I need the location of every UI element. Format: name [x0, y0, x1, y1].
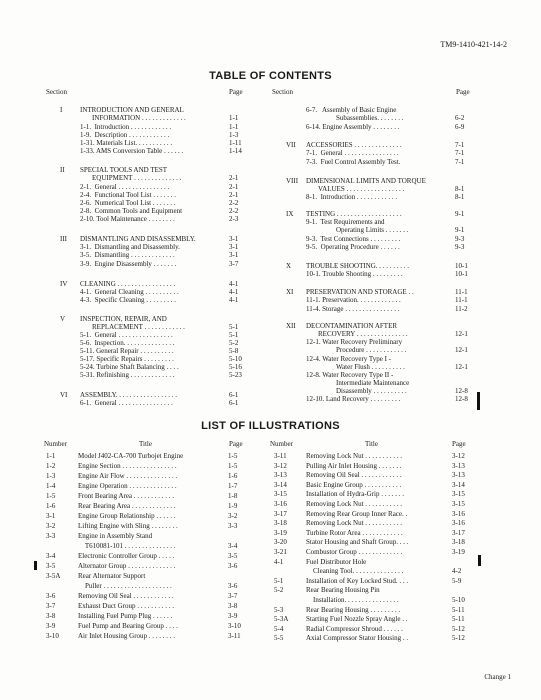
- toc-entry-page: 7-1: [455, 158, 465, 166]
- figure-number: 5-5: [274, 634, 284, 643]
- figure-page: 3-6: [228, 582, 238, 590]
- toc-entry-page: 5-1: [229, 331, 239, 339]
- loi-title: LIST OF ILLUSTRATIONS: [201, 420, 340, 432]
- toc-entry-title: INTRODUCTION AND GENERAL: [80, 106, 184, 114]
- toc-entry-title: 1-1. Introduction . . . . . . . . . . . .: [80, 123, 172, 131]
- figure-number: 5-1: [274, 576, 284, 585]
- toc-entry-title: 11-4. Storage . . . . . . . . . . . . . . . .: [306, 305, 400, 313]
- figure-number: 1-1: [46, 452, 56, 460]
- toc-entry-page: 4-1: [229, 280, 239, 288]
- toc-entry-title: INSPECTION, REPAIR, AND: [80, 315, 167, 323]
- figure-number: 3-6: [46, 592, 56, 600]
- figure-title: Lifting Engine with Sling . . . . . . . .: [78, 522, 178, 530]
- figure-number: 3-21: [274, 548, 287, 556]
- toc-entry-title: Subassemblies. . . . . . . .: [336, 114, 404, 122]
- loi-page-header-left: Page: [229, 440, 243, 448]
- figure-page: 1-7: [228, 482, 238, 490]
- figure-number: 3-2: [46, 522, 56, 530]
- toc-entry-page: 2-1: [229, 191, 239, 199]
- toc-section-header-right: Section: [272, 88, 293, 96]
- toc-entry-title: 6-1. General . . . . . . . . . . . . . . . .: [80, 399, 173, 407]
- toc-entry-title: ASSEMBLY. . . . . . . . . . . . . . . . . .: [80, 391, 177, 399]
- figure-page: 3-15: [452, 490, 465, 499]
- toc-entry-title: RECOVERY . . . . . . . . . . . . . . .: [318, 330, 408, 338]
- toc-entry-title: DISMANTLING AND DISASSEMBLY.: [80, 235, 196, 243]
- toc-entry-page: 12-8: [455, 387, 468, 395]
- toc-entry-page: 12-8: [455, 395, 468, 403]
- figure-title: Stator Housing and Shaft Group. . . .: [306, 538, 409, 547]
- toc-entry-page: 10-1: [455, 262, 468, 270]
- toc-entry-title: 6-7. Assembly of Basic Engine: [306, 106, 397, 114]
- figure-page: 3-6: [228, 562, 238, 570]
- figure-page: 3-4: [228, 542, 238, 550]
- figure-title: Removing Rear Group Inner Race. .: [306, 509, 408, 518]
- figure-page: 3-7: [228, 592, 238, 600]
- toc-section-header-left: Section: [46, 88, 67, 96]
- figure-number: 3-1: [46, 512, 56, 520]
- figure-title: T610081-101 . . . . . . . . . . . . . . .: [78, 542, 176, 550]
- toc-entry-title: 11-1. Preservation. . . . . . . . . . . . .: [306, 296, 401, 304]
- figure-title: Installation. . . . . . . . . . . . . . . .: [306, 596, 399, 604]
- figure-number: 5-3: [274, 605, 284, 614]
- loi-number-header-right: Number: [270, 440, 293, 448]
- figure-page: 3-9: [228, 612, 238, 620]
- toc-entry-page: 2-2: [229, 199, 239, 207]
- toc-entry-title: 2-6. Numerical Tool List . . . . . . .: [80, 199, 176, 207]
- toc-entry-page: 5-2: [229, 339, 239, 347]
- toc-entry-title: SPECIAL TOOLS AND TEST: [80, 166, 168, 174]
- change-bar: [477, 392, 480, 410]
- toc-entry-title: 3-1. Dismantling and Disassembly.: [80, 243, 180, 251]
- toc-entry-page: 11-1: [455, 288, 468, 296]
- toc-entry-page: 1-1: [229, 123, 239, 131]
- toc-entry-title: 7-1. General . . . . . . . . . . . . . . . .: [306, 149, 399, 157]
- toc-entry-page: 10-1: [455, 270, 468, 278]
- figure-page: 5-12: [452, 634, 465, 643]
- toc-entry-title: DECONTAMINATION AFTER: [306, 322, 398, 330]
- figure-number: 3-15: [274, 490, 287, 499]
- toc-entry-page: 5-23: [229, 371, 242, 379]
- figure-page: 5-10: [452, 596, 465, 604]
- figure-number: 3-13: [274, 471, 287, 480]
- section-number: XI: [286, 288, 294, 296]
- figure-page: 1-9: [228, 502, 238, 510]
- figure-number: 5-3A: [274, 615, 289, 624]
- change-notice: Change 1: [484, 673, 511, 681]
- toc-entry-title: 5-11. General Repair . . . . . . . . . .: [80, 347, 174, 355]
- figure-title: Removing Oil Seal . . . . . . . . . . . .: [306, 471, 402, 480]
- toc-entry-page: 3-1: [229, 243, 239, 251]
- figure-page: 5-11: [452, 605, 465, 614]
- toc-entry-page: 2-3: [229, 215, 239, 223]
- figure-number: 3-5A: [46, 572, 61, 580]
- section-number: IX: [286, 210, 294, 218]
- figure-page: 3-10: [228, 622, 241, 630]
- figure-title: Rear Bearing Housing . . . . . . . . .: [306, 605, 401, 614]
- toc-entry-title: 5-17. Specific Repairs . . . . . . . . .: [80, 355, 174, 363]
- figure-page: 3-16: [452, 509, 465, 518]
- toc-entry-page: 5-10: [229, 355, 242, 363]
- figure-page: 3-19: [452, 548, 465, 556]
- figure-number: 3-3: [46, 532, 56, 540]
- toc-entry-page: 1-11: [229, 139, 242, 147]
- figure-title: Engine Air Flow . . . . . . . . . . . . . . .: [78, 472, 178, 480]
- figure-page: 3-2: [228, 512, 238, 520]
- toc-entry-page: 12-1: [455, 330, 468, 338]
- toc-entry-title: 9-1. Test Requirements and: [306, 218, 385, 226]
- figure-number: 3-4: [46, 552, 56, 560]
- toc-entry-page: 7-1: [455, 141, 465, 149]
- figure-page: 3-16: [452, 519, 465, 528]
- toc-entry-title: REPLACEMENT . . . . . . . . . . . .: [92, 323, 185, 331]
- toc-entry-page: 9-3: [455, 235, 465, 243]
- figure-number: 3-20: [274, 538, 287, 547]
- figure-title: Alternator Group . . . . . . . . . . . . . .: [78, 562, 176, 570]
- toc-entry-title: 12-4. Water Recovery Type I -: [306, 355, 391, 363]
- toc-entry-title: 3-9. Engine Disassembly . . . . . . .: [80, 260, 177, 268]
- change-bar: [34, 561, 37, 570]
- figure-title: Radial Compressor Shroud . . . . . .: [306, 624, 403, 633]
- toc-entry-page: 2-1: [229, 183, 239, 191]
- toc-entry-title: INFORMATION . . . . . . . . . . . . .: [92, 114, 188, 122]
- figure-number: 1-4: [46, 482, 56, 490]
- figure-title: Starting Fuel Nozzle Spray Angle . .: [306, 615, 408, 624]
- figure-page: 3-17: [452, 528, 465, 537]
- figure-page: 3-5: [228, 552, 238, 560]
- toc-entry-page: 9-3: [455, 243, 465, 251]
- figure-title: Removing Lock Nut . . . . . . . . . . .: [306, 500, 403, 508]
- toc-entry-title: TROUBLE SHOOTING. . . . . . . . . .: [306, 262, 410, 270]
- toc-entry-page: 5-1: [229, 323, 239, 331]
- figure-number: 5-4: [274, 624, 284, 633]
- figure-page: 1-5: [228, 452, 238, 460]
- document-id: TM9-1410-421-14-2: [440, 40, 507, 49]
- section-number: II: [60, 166, 65, 174]
- toc-entry-page: 6-2: [455, 114, 465, 122]
- change-bar: [478, 555, 481, 566]
- toc-entry-page: 1-1: [229, 114, 239, 122]
- figure-title: Rear Bearing Area . . . . . . . . . . . . .: [78, 502, 176, 510]
- toc-entry-title: 6-14. Engine Assembly . . . . . . . .: [306, 123, 400, 131]
- figure-number: 3-17: [274, 509, 287, 518]
- toc-entry-title: Disassembly . . . . . . . . . .: [336, 387, 407, 395]
- figure-title: Installation of Hydra-Grip . . . . . . .: [306, 490, 404, 499]
- toc-page-header-left: Page: [229, 88, 243, 96]
- figure-title: Basic Engine Group . . . . . . . . . . .: [306, 480, 402, 489]
- figure-number: 1-2: [46, 462, 56, 470]
- figure-number: 3-12: [274, 461, 287, 470]
- toc-entry-page: 2-2: [229, 207, 239, 215]
- section-number: X: [286, 262, 292, 270]
- section-number: V: [60, 315, 66, 323]
- figure-title: Air Inlet Housing Group . . . . . . . .: [78, 632, 176, 640]
- toc-entry-title: VALUES . . . . . . . . . . . . . . . . .: [318, 185, 405, 193]
- toc-entry-title: 5-6. Inspection. . . . . . . . . . . . . . .: [80, 339, 175, 347]
- figure-title: Engine in Assembly Stand: [78, 532, 153, 540]
- figure-title: Installation of Key Locked Stud. . . .: [306, 576, 409, 585]
- figure-title: Exhaust Duct Group . . . . . . . . . . .: [78, 602, 175, 610]
- figure-title: Combustor Group . . . . . . . . . . . . .: [306, 548, 403, 556]
- figure-title: Fuel Distributor Hole: [306, 557, 367, 566]
- toc-entry-page: 8-1: [455, 193, 465, 201]
- toc-entry-page: 9-1: [455, 226, 465, 234]
- figure-title: Rear Bearing Housing Pin: [306, 586, 380, 595]
- toc-entry-title: 1-31. Materials List. . . . . . . . . . .: [80, 139, 173, 147]
- section-number: XII: [286, 322, 296, 330]
- toc-entry-title: TESTING . . . . . . . . . . . . . . . . . . .: [306, 210, 402, 218]
- toc-entry-page: 1-3: [229, 131, 239, 139]
- toc-entry-title: 1-9. Description . . . . . . . . . . . .: [80, 131, 170, 139]
- figure-number: 3-16: [274, 500, 287, 508]
- toc-entry-title: 9-5. Operating Procedure . . . . . .: [306, 243, 400, 251]
- toc-entry-title: 2-8. Common Tools and Equipment: [80, 207, 183, 215]
- figure-page: 3-13: [452, 461, 465, 470]
- toc-entry-title: CLEANING . . . . . . . . . . . . . . . . .: [80, 280, 176, 288]
- toc-entry-title: 5-24. Turbine Shaft Balancing . . . .: [80, 363, 179, 371]
- toc-entry-page: 8-1: [455, 185, 465, 193]
- loi-number-header-left: Number: [44, 440, 67, 448]
- figure-page: 5-12: [452, 624, 465, 633]
- figure-page: 3-3: [228, 522, 238, 530]
- toc-entry-title: Intermediate Maintenance: [336, 379, 410, 387]
- toc-page-header-right: Page: [456, 88, 470, 96]
- figure-page: 4-2: [452, 567, 462, 576]
- figure-page: 1-6: [228, 472, 238, 480]
- figure-number: 3-9: [46, 622, 56, 630]
- figure-title: Axial Compressor Stator Housing . .: [306, 634, 409, 643]
- toc-entry-title: 2-10. Tool Maintenance . . . . . . . .: [80, 215, 175, 223]
- toc-entry-page: 4-1: [229, 288, 239, 296]
- figure-number: 3-19: [274, 528, 287, 537]
- toc-entry-title: Water Flush . . . . . . . . . .: [336, 363, 405, 371]
- figure-page: 5-11: [452, 615, 465, 624]
- figure-title: Engine Operation . . . . . . . . . . . . . .: [78, 482, 177, 490]
- figure-number: 3-8: [46, 612, 56, 620]
- figure-title: Model J402-CA-700 Turbojet Engine: [78, 452, 184, 460]
- figure-title: Cleaning Tool. . . . . . . . . . . . . . .: [306, 567, 404, 576]
- figure-page: 5-9: [452, 576, 462, 585]
- toc-entry-title: 5-1. General . . . . . . . . . . . . . . . .: [80, 331, 173, 339]
- section-number: IV: [60, 280, 68, 288]
- figure-title: Front Bearing Area . . . . . . . . . . . .: [78, 492, 175, 500]
- figure-title: Removing Lock Nut . . . . . . . . . . .: [306, 519, 403, 528]
- toc-entry-page: 1-14: [229, 147, 242, 155]
- toc-entry-page: 4-1: [229, 296, 239, 304]
- toc-entry-title: 2-1. General . . . . . . . . . . . . . . .: [80, 183, 170, 191]
- toc-entry-title: 12-8. Water Recovery Type II -: [306, 371, 394, 379]
- toc-entry-title: 9-3. Test Connections . . . . . . . . .: [306, 235, 401, 243]
- toc-entry-title: 12-1. Water Recovery Preliminary: [306, 338, 403, 346]
- figure-title: Pulling Air Inlet Housing . . . . . . .: [306, 461, 402, 470]
- figure-number: 1-5: [46, 492, 56, 500]
- figure-number: 1-3: [46, 472, 56, 480]
- loi-title-header-right: Title: [365, 440, 378, 448]
- section-number: VIII: [286, 177, 299, 185]
- figure-number: 3-5: [46, 562, 56, 570]
- figure-number: 1-6: [46, 502, 56, 510]
- section-number: III: [60, 235, 67, 243]
- toc-entry-title: Procedure . . . . . . . . . . . .: [336, 346, 407, 354]
- figure-number: 3-10: [46, 632, 59, 640]
- figure-number: 5-2: [274, 586, 284, 595]
- toc-entry-page: 6-9: [455, 123, 465, 131]
- figure-title: Engine Group Relationship . . . . . .: [78, 512, 176, 520]
- figure-page: 3-14: [452, 480, 465, 489]
- toc-entry-title: Operating Limits . . . . . . .: [336, 226, 409, 234]
- toc-entry-page: 5-8: [229, 347, 239, 355]
- figure-title: Puller . . . . . . . . . . . . . . . . . . . .: [78, 582, 172, 590]
- figure-page: 3-11: [228, 632, 241, 640]
- toc-entry-page: 2-1: [229, 174, 239, 182]
- section-number: VI: [60, 391, 68, 399]
- figure-number: 3-18: [274, 519, 287, 528]
- toc-entry-page: 7-1: [455, 149, 465, 157]
- figure-title: Turbine Rotor Area . . . . . . . . . . . .: [306, 528, 403, 537]
- figure-page: 1-8: [228, 492, 238, 500]
- toc-entry-page: 3-7: [229, 260, 239, 268]
- figure-title: Rear Alternator Support: [78, 572, 146, 580]
- figure-number: 3-11: [274, 452, 287, 460]
- figure-title: Installing Fuel Pump Plug . . . . . .: [78, 612, 173, 620]
- toc-entry-title: 10-1. Trouble Shooting . . . . . . . . .: [306, 270, 403, 278]
- figure-title: Removing Lock Nut . . . . . . . . . . .: [306, 452, 403, 460]
- toc-entry-title: 4-3. Specific Cleaning . . . . . . . . .: [80, 296, 177, 304]
- toc-entry-page: 12-1: [455, 363, 468, 371]
- toc-entry-title: 5-31. Refinishing . . . . . . . . . . . . .: [80, 371, 175, 379]
- figure-number: 4-1: [274, 557, 284, 566]
- toc-entry-title: 7-3. Fuel Control Assembly Test.: [306, 158, 401, 166]
- toc-entry-page: 11-1: [455, 296, 468, 304]
- toc-entry-title: 2-4. Functional Tool List . . . . . . .: [80, 191, 177, 199]
- figure-page: 3-8: [228, 602, 238, 610]
- section-number: VII: [286, 141, 296, 149]
- figure-page: 1-5: [228, 462, 238, 470]
- toc-entry-page: 12-1: [455, 346, 468, 354]
- figure-number: 3-14: [274, 480, 287, 489]
- section-number: I: [60, 106, 63, 114]
- toc-entry-page: 3-1: [229, 235, 239, 243]
- loi-page-header-right: Page: [452, 440, 466, 448]
- figure-number: 3-7: [46, 602, 56, 610]
- toc-entry-title: EQUIPMENT . . . . . . . . . . . . . .: [92, 174, 182, 182]
- toc-entry-title: 8-1. Introduction . . . . . . . . . . . .: [306, 193, 398, 201]
- toc-title: TABLE OF CONTENTS: [209, 70, 332, 82]
- loi-title-header-left: Title: [139, 440, 152, 448]
- figure-page: 3-13: [452, 471, 465, 480]
- toc-entry-title: PRESERVATION AND STORAGE . .: [306, 288, 414, 296]
- toc-entry-title: 12-10. Land Recovery . . . . . . . . .: [306, 395, 401, 403]
- toc-entry-page: 3-1: [229, 251, 239, 259]
- toc-entry-title: 3-5. Dismantling . . . . . . . . . . . . .: [80, 251, 175, 259]
- figure-page: 3-18: [452, 538, 465, 547]
- toc-entry-page: 6-1: [229, 399, 239, 407]
- toc-entry-page: 9-1: [455, 210, 465, 218]
- figure-title: Engine Section . . . . . . . . . . . . . . . .: [78, 462, 177, 470]
- toc-entry-title: DIMENSIONAL LIMITS AND TORQUE: [306, 177, 426, 185]
- toc-entry-page: 6-1: [229, 391, 239, 399]
- toc-entry-page: 11-2: [455, 305, 468, 313]
- toc-entry-title: 4-1. General Cleaning . . . . . . . . . .: [80, 288, 179, 296]
- toc-entry-page: 5-16: [229, 363, 242, 371]
- toc-entry-title: ACCESSORIES . . . . . . . . . . . . . .: [306, 141, 402, 149]
- figure-page: 3-12: [452, 452, 465, 460]
- figure-title: Fuel Pump and Bearing Group . . . .: [78, 622, 178, 630]
- figure-title: Electronic Controller Group . . . . .: [78, 552, 175, 560]
- figure-page: 3-15: [452, 500, 465, 508]
- toc-entry-title: 1-33. AMS Conversion Table . . . . . .: [80, 147, 184, 155]
- figure-title: Removing Oil Seal . . . . . . . . . . . .: [78, 592, 174, 600]
